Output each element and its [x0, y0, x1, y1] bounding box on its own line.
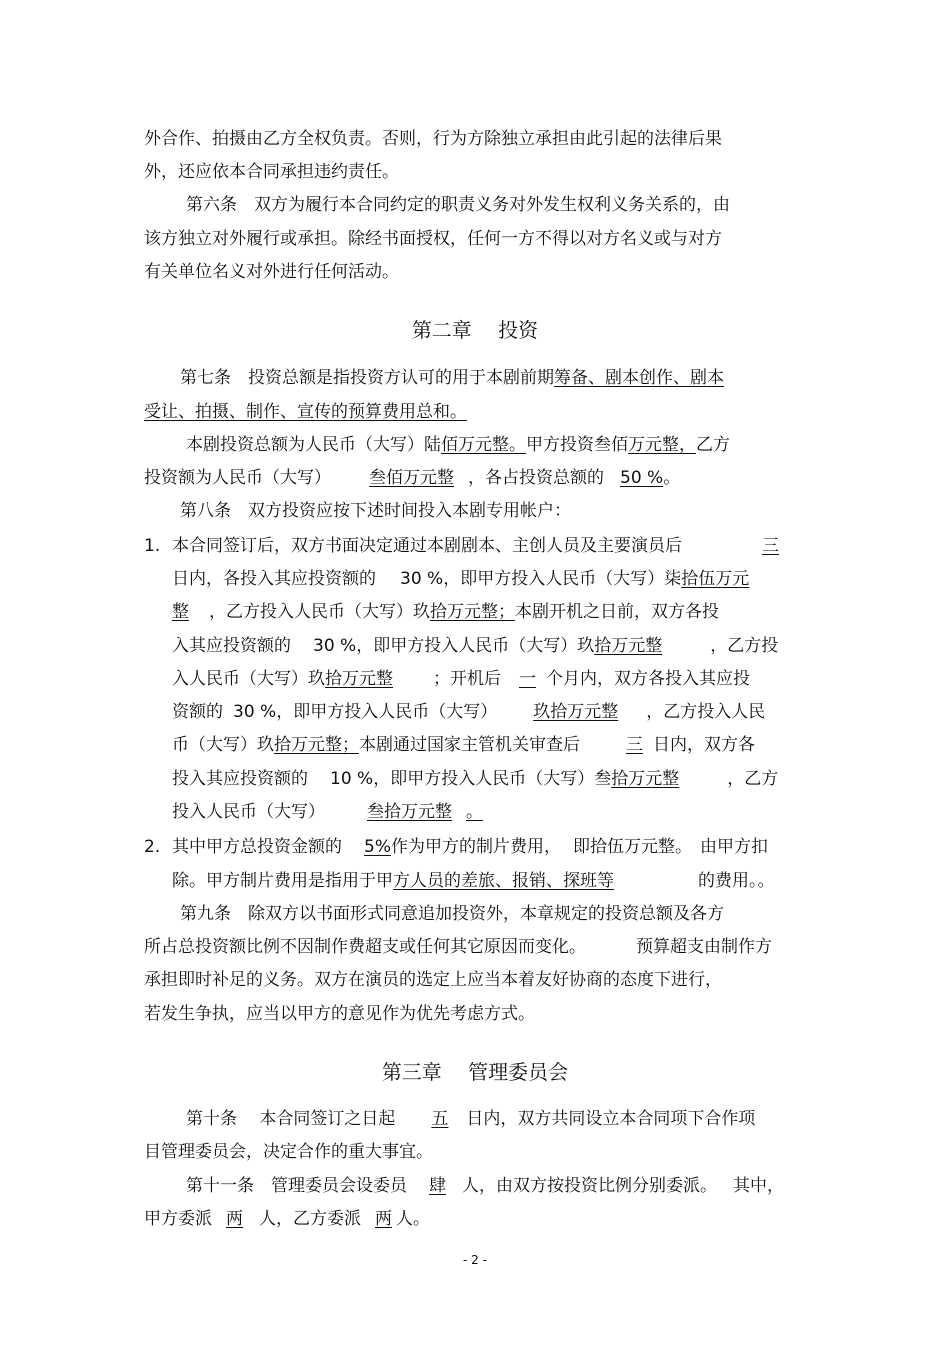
underlined-span: 玖拾万元整 — [533, 702, 619, 722]
underlined-span: 。 — [466, 802, 483, 822]
item-1-line — [172, 768, 778, 790]
underlined-span: 三 — [762, 536, 779, 556]
text-span: 其中， — [733, 1176, 784, 1196]
text-span: 人，乙方委派 — [259, 1209, 361, 1229]
underlined-span: 两 — [226, 1209, 243, 1229]
underlined-span: 筹备、剧本创作、剧本 — [554, 368, 724, 388]
text-span: 其中甲方总投资金额的 — [172, 837, 342, 857]
total-investment-line — [186, 434, 730, 456]
text-span: 币（大写）玖 — [172, 735, 274, 755]
text-span: 预算超支由制作方 — [636, 937, 772, 957]
text-span: 甲方投资叁佰 — [526, 435, 628, 455]
text-span: 日内，各投入其应投资额的 — [172, 569, 376, 589]
text-line: 外，还应依本合同承担违约责任。 — [144, 162, 399, 182]
underlined-span: 叁拾万元整 — [367, 802, 452, 822]
text-span: 入人民币（大写）玖 — [172, 669, 325, 689]
article-11-line — [186, 1175, 784, 1197]
underlined-span: 五 — [431, 1109, 449, 1129]
underlined-span: 拾万元整 — [594, 636, 663, 656]
text-span: ，乙方 — [727, 769, 779, 789]
text-span: 的费用。。 — [698, 871, 775, 891]
article-10-line: 目管理委员会，决定合作的重大事宜。 — [144, 1142, 433, 1162]
text-span: 人，由双方按投资比例分别委派。 — [462, 1176, 717, 1196]
underlined-span: 拾万元整 — [611, 769, 680, 789]
underlined-span: 叁佰万元整 — [369, 468, 454, 488]
article-7-line — [180, 367, 774, 389]
text-span: 第十条 本合同签订之日起 — [186, 1109, 396, 1129]
underlined-span: 肆 — [429, 1176, 446, 1196]
article-7-line — [144, 401, 481, 423]
underlined-span: 两 — [375, 1209, 392, 1229]
text-line: 外合作、拍摄由乙方全权负责。否则，行为方除独立承担由此引起的法律后果 — [144, 129, 722, 149]
article-10-line — [186, 1108, 755, 1130]
text-line: 该方独立对外履行或承担。除经书面授权，任何一方不得以对方名义或与对方 — [144, 229, 722, 249]
list-number: 2. — [144, 837, 161, 857]
item-2-line — [144, 836, 768, 858]
text-span: 日内，双方共同设立本合同项下合作项 — [466, 1109, 756, 1129]
item-1-line — [172, 734, 755, 756]
text-span: 30 %，即甲方投入人民币（大写）玖 — [313, 636, 595, 656]
text-span: ；开机后 — [433, 669, 501, 689]
underlined-span: 一 — [519, 669, 536, 689]
chapter-heading: 第三章 管理委员会 — [381, 1060, 569, 1084]
text-span: 30 %，即甲方投入人民币（大写） — [233, 702, 498, 722]
text-span: ，各占投资总额的 — [468, 468, 604, 488]
text-span: 10 %，即甲方投入人民币（大写）叁 — [330, 769, 612, 789]
text-line: 第六条 双方为履行本合同约定的职责义务对外发生权利义务关系的，由 — [186, 195, 730, 215]
underlined-span: 5% — [364, 837, 391, 857]
item-1-line — [172, 668, 750, 690]
text-span: 30 %，即甲方投入人民币（大写）柒 — [400, 569, 682, 589]
list-number: 1. — [144, 536, 161, 556]
text-span: 投入人民币（大写） — [172, 802, 325, 822]
article-11-line — [144, 1208, 430, 1230]
text-span: 本剧开机之日前，双方各投 — [515, 602, 719, 622]
total-investment-line — [144, 467, 680, 489]
text-span: 第十一条 管理委员会设委员 — [186, 1176, 407, 1196]
item-1-line — [172, 568, 779, 590]
text-span: 投入其应投资额的 — [172, 769, 308, 789]
underlined-span: 拾万元整； — [274, 735, 359, 755]
underlined-span: 方人员的差旅、报销、探班等 — [393, 871, 614, 891]
underlined-span: 受让、拍摄、制作、宣传的预算费用总和。 — [144, 402, 467, 422]
text-span: 甲方委派 — [144, 1209, 212, 1229]
page-number: - 2 - — [463, 1253, 487, 1267]
item-1-line — [144, 535, 779, 557]
underlined-span: 50 % — [620, 468, 664, 488]
item-1-line — [172, 601, 719, 623]
article-9-line: 若发生争执，应当以甲方的意见作为优先考虑方式。 — [144, 1004, 535, 1024]
article-9-line: 第九条 除双方以书面形式同意追加投资外，本章规定的投资总额及各方 — [180, 904, 724, 924]
text-line: 有关单位名义对外进行任何活动。 — [144, 262, 399, 282]
text-span: 。 — [663, 468, 681, 488]
underlined-span: 整 — [172, 602, 189, 622]
text-span: 人。 — [396, 1209, 430, 1229]
text-span: 乙方 — [696, 435, 730, 455]
article-8-title: 第八条 双方投资应按下述时间投入本剧专用帐户： — [180, 501, 571, 521]
text-span: 所占总投资额比例不因制作费超支或任何其它原因而变化。 — [144, 937, 586, 957]
text-span: 资额的 — [172, 702, 223, 722]
underlined-span: 拾万元整 — [325, 669, 393, 689]
item-1-line — [172, 801, 497, 823]
text-span: 个月内，双方各投入其应投 — [546, 669, 750, 689]
item-2-line — [172, 870, 775, 892]
text-span: 本剧投资总额为人民币（大写）陆 — [186, 435, 441, 455]
article-9-line: 承担即时补足的义务。双方在演员的选定上应当本着友好协商的态度下进行， — [144, 970, 722, 990]
underlined-span: 佰万元整。 — [441, 435, 526, 455]
text-span: 投资额为人民币（大写） — [144, 468, 331, 488]
text-span: 入其应投资额的 — [172, 636, 291, 656]
text-span: 本合同签订后，双方书面决定通过本剧剧本、主创人员及主要演员后 — [172, 536, 682, 556]
text-span: 即拾伍万元整。 — [572, 837, 692, 857]
underlined-span: 拾万元整； — [430, 602, 515, 622]
text-span: ，乙方投入人民 — [646, 702, 766, 722]
chapter-heading: 第二章 投资 — [411, 318, 539, 342]
underlined-span: 万元整， — [628, 435, 696, 455]
item-1-line — [172, 635, 778, 657]
underlined-span: 拾伍万元 — [681, 569, 750, 589]
underlined-span: 三 — [626, 735, 643, 755]
item-1-line — [172, 701, 765, 723]
text-span: ，乙方投 — [710, 636, 779, 656]
text-span: ，乙方投入人民币（大写）玖 — [209, 602, 430, 622]
text-span: 由甲方扣 — [699, 837, 768, 857]
text-span: 本剧通过国家主管机关审查后 — [359, 735, 580, 755]
text-span: 日内，双方各 — [653, 735, 755, 755]
article-9-line — [144, 936, 772, 958]
text-span: 除。甲方制片费用是指用于甲 — [172, 871, 393, 891]
text-span: 第七条 投资总额是指投资方认可的用于本剧前期 — [180, 368, 554, 388]
text-span: 作为甲方的制片费用， — [390, 837, 561, 857]
